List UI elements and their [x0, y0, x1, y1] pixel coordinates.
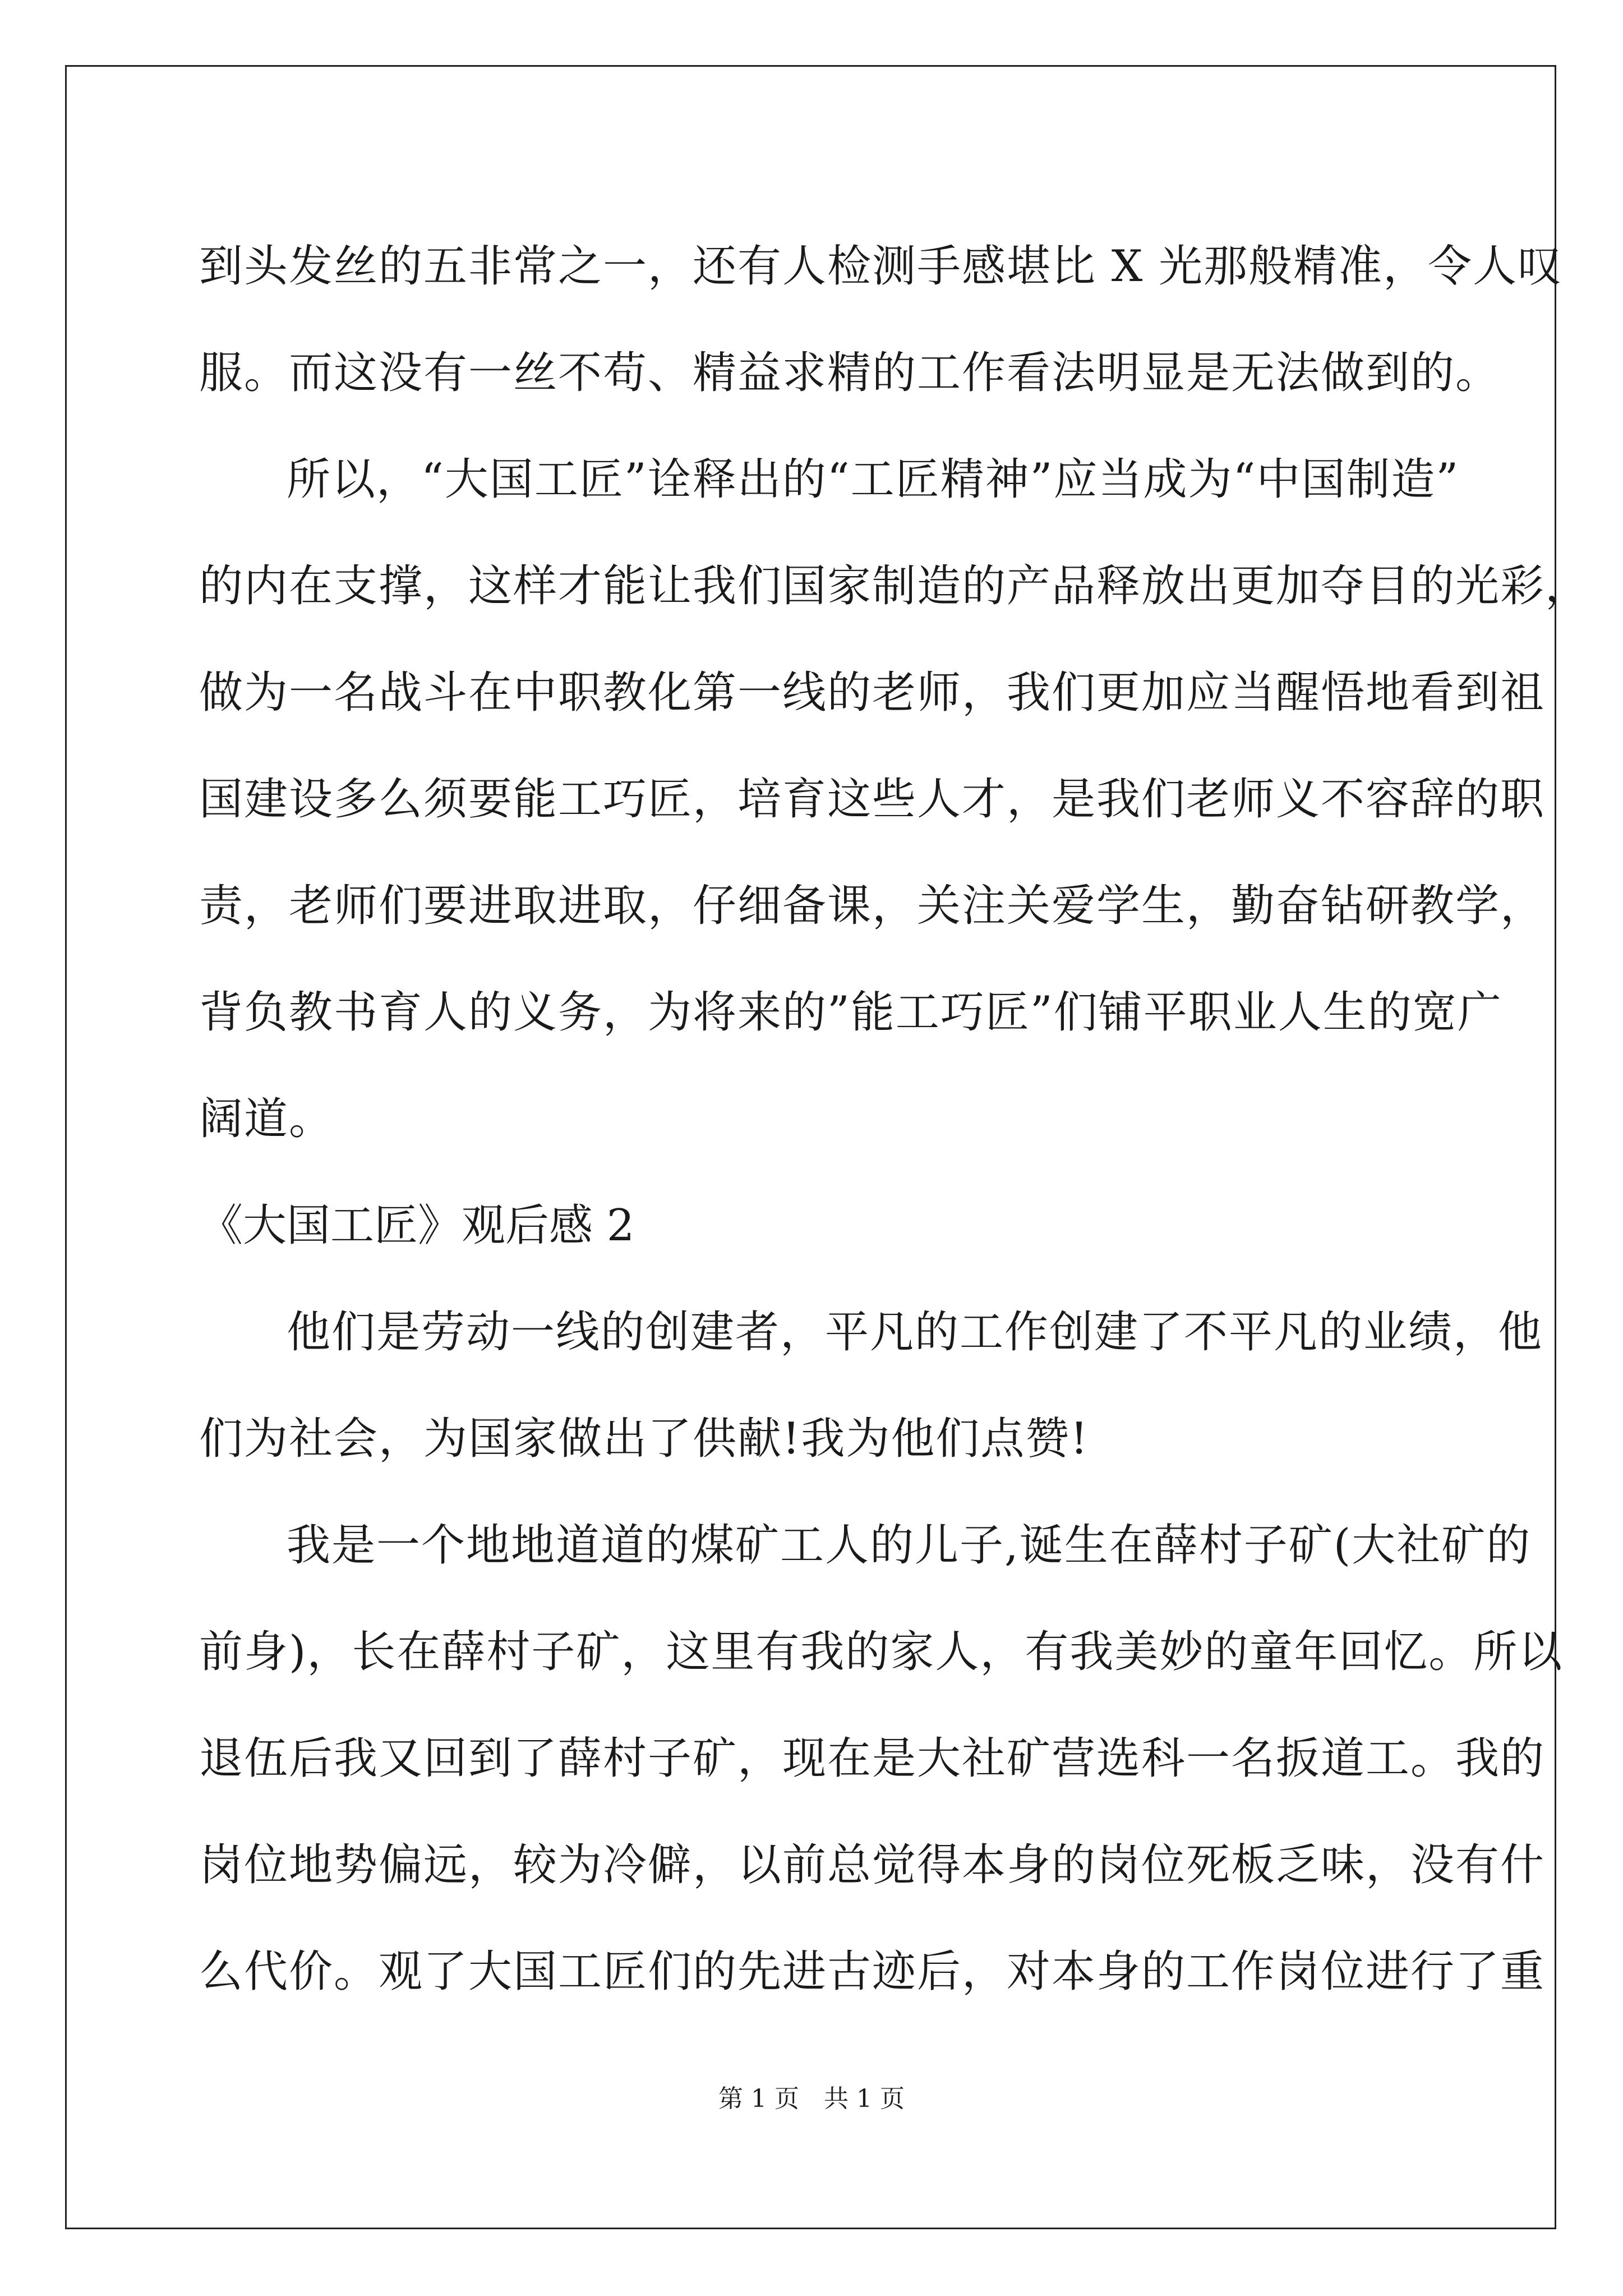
document-body: [199, 213, 1590, 2025]
text-line: 岗位地势偏远，较为冷僻，以前总觉得本身的岗位死板乏味，没有什: [199, 1840, 1546, 1890]
text-line: 到头发丝的五非常之一，还有人检测手感堪比 X 光那般精准，令人叹: [199, 241, 1563, 292]
text-line: 他们是劳动一线的创建者，平凡的工作创建了不平凡的业绩，他: [287, 1307, 1543, 1358]
text-line: 们为社会，为国家做出了供献!我为他们点赞!: [199, 1414, 1089, 1464]
text-line: 退伍后我又回到了薛村子矿，现在是大社矿营选科一名扳道工。我的: [199, 1733, 1546, 1784]
text-line: 背负教书育人的义务，为将来的”能工巧匠”们铺平职业人生的宽广: [199, 987, 1502, 1038]
paragraph-4: [199, 1492, 1564, 2025]
paragraph-1: [199, 213, 1563, 426]
text-line: 责，老师们要进取进取，仔细备课，关注关爱学生，勤奋钻研教学，: [199, 881, 1546, 931]
text-line: 阔道。: [199, 1094, 334, 1144]
text-line: 的内在支撑，这样才能让我们国家制造的产品释放出更加夺目的光彩，: [199, 561, 1590, 611]
text-line: 我是一个地地道道的煤矿工人的儿子,诞生在薛村子矿(大社矿的: [287, 1520, 1532, 1571]
section-heading: 《大国工匠》观后感 2: [199, 1200, 635, 1251]
text-line: 所以，“大国工匠”诠释出的“工匠精神”应当成为“中国制造”: [287, 454, 1460, 505]
text-line: 前身)，长在薛村子矿，这里有我的家人，有我美妙的童年回忆。所以: [199, 1627, 1564, 1677]
paragraph-2: [199, 426, 1590, 1172]
text-line: 服。而这没有一丝不苟、精益求精的工作看法明显是无法做到的。: [199, 348, 1501, 398]
text-line: 国建设多么须要能工巧匠，培育这些人才，是我们老师义不容辞的职: [199, 774, 1546, 825]
paragraph-3: [199, 1279, 1543, 1492]
page-footer: 第 1 页 共 1 页: [718, 2085, 905, 2113]
text-line: 做为一名战斗在中职教化第一线的老师，我们更加应当醒悟地看到祖: [199, 668, 1546, 718]
text-line: 么代价。观了大国工匠们的先进古迹后，对本身的工作岗位进行了重: [199, 1947, 1546, 1997]
